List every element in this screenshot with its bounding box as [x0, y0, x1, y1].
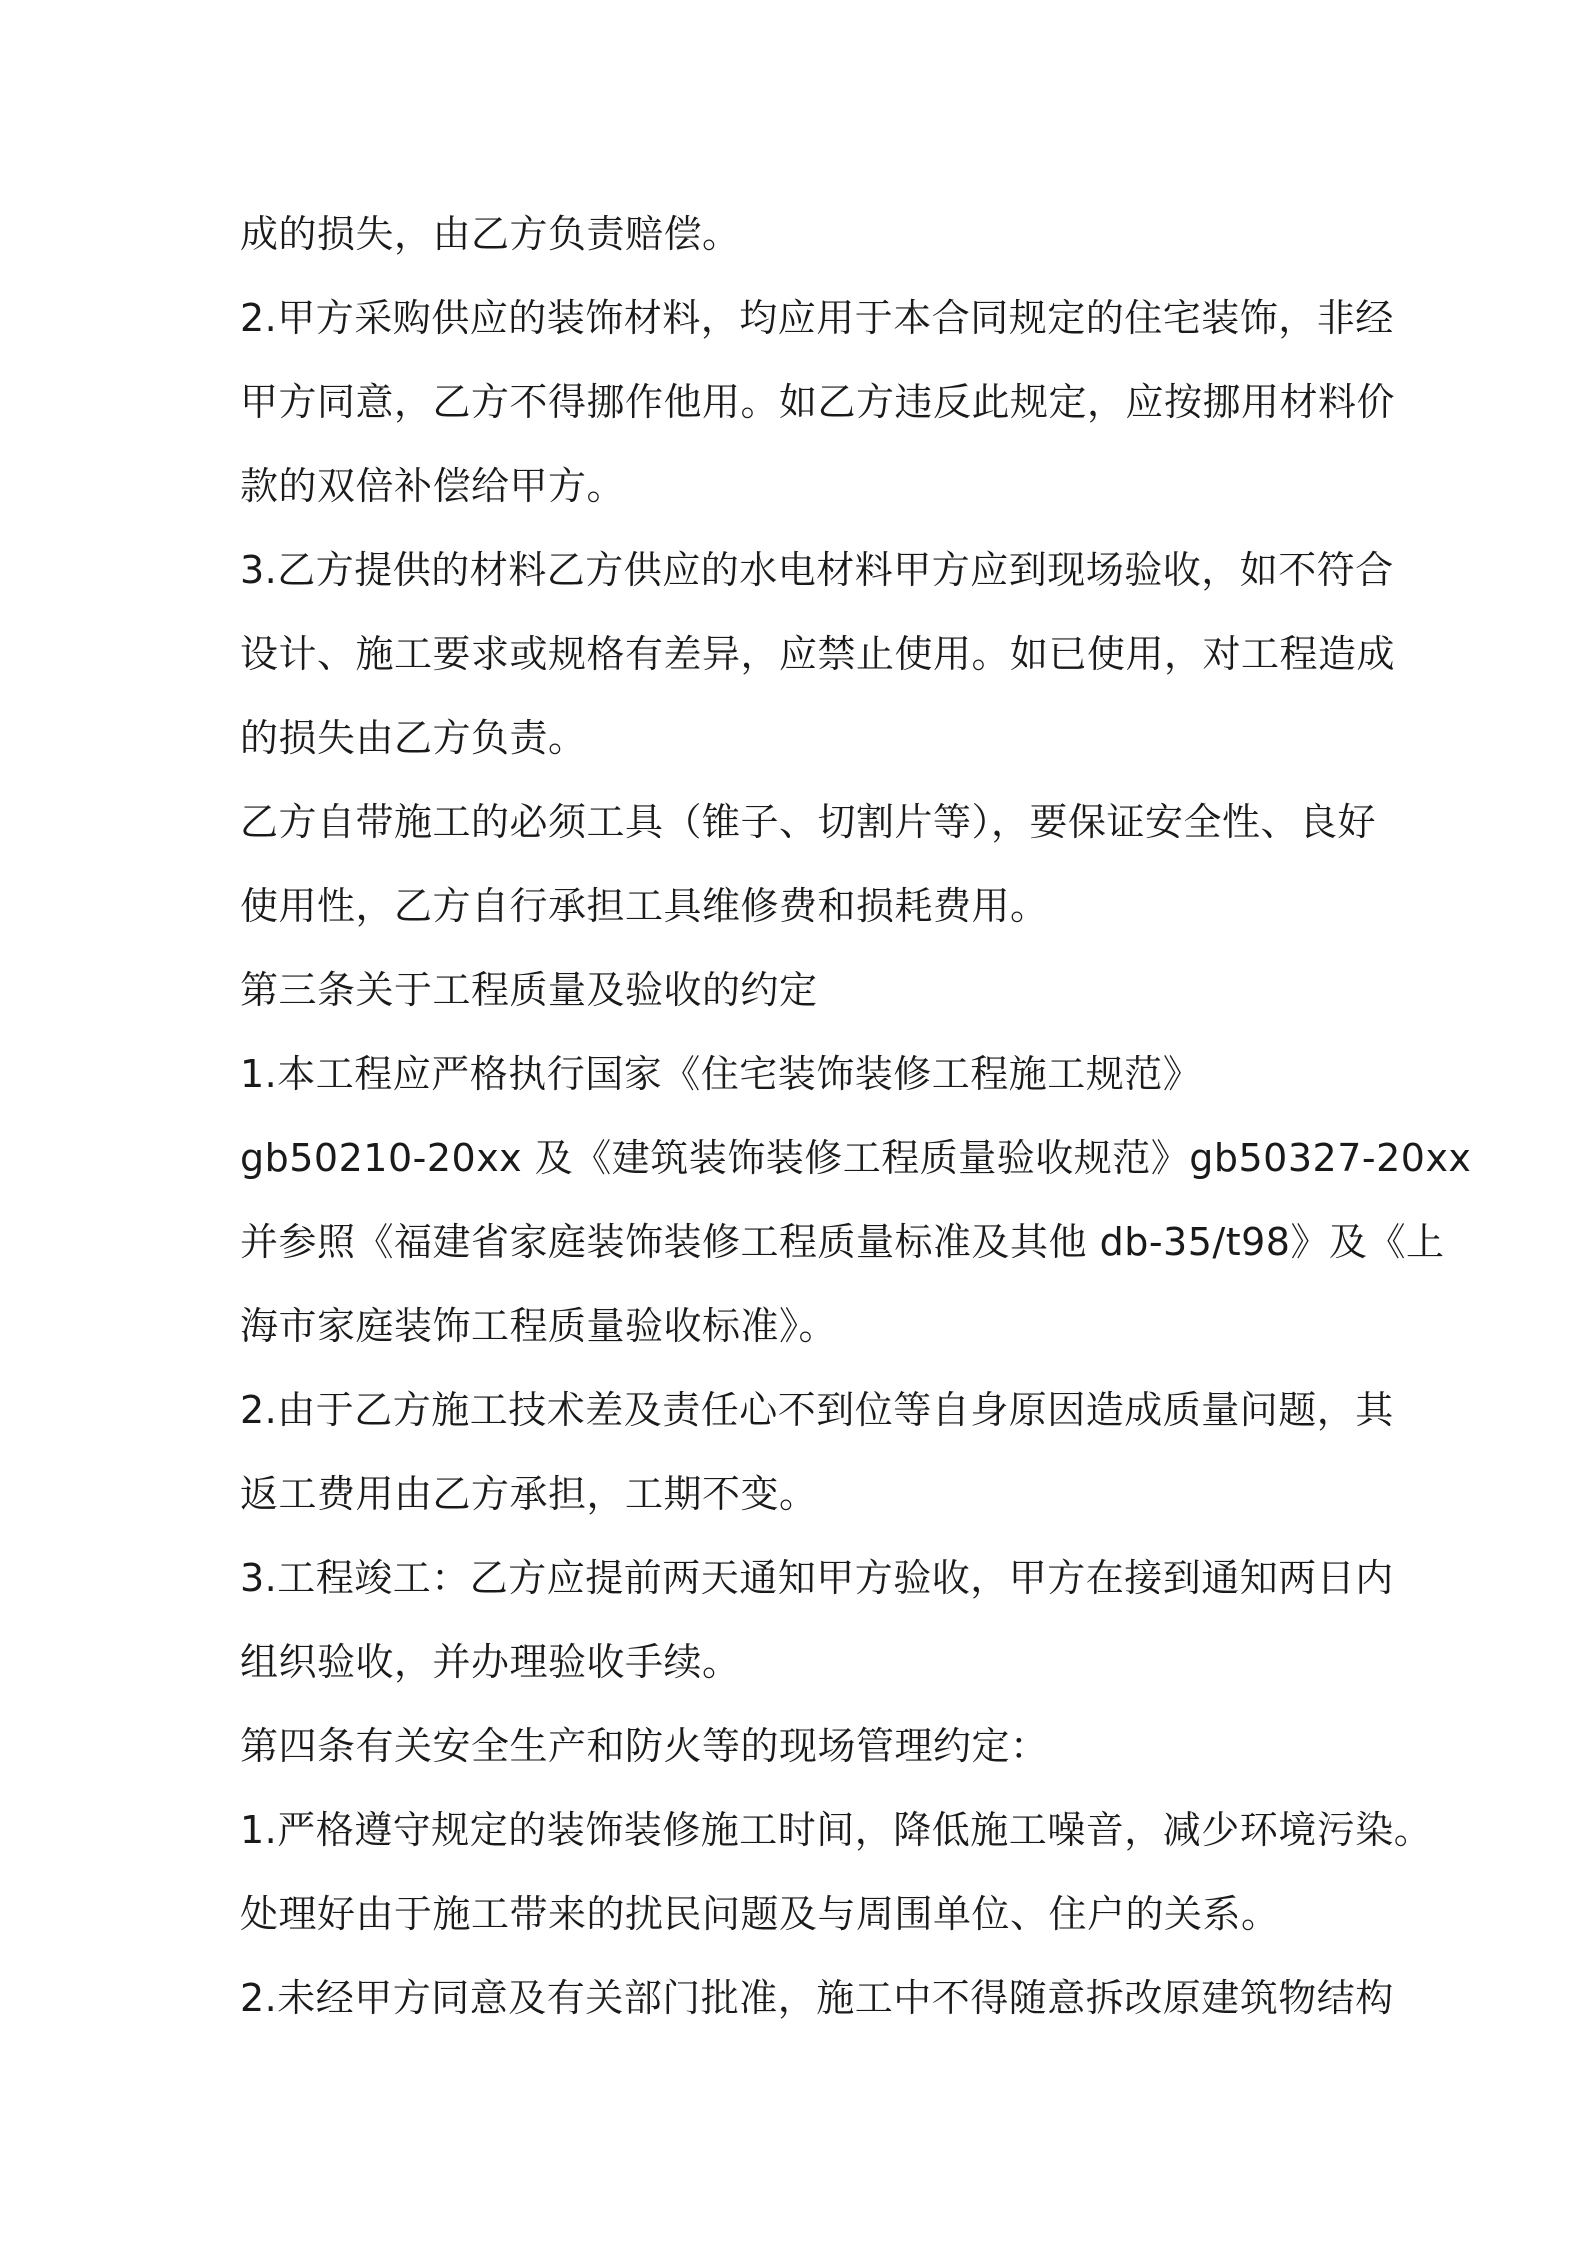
text-line: 海市家庭装饰工程质量验收标准》。 [240, 1304, 838, 1348]
text-line: 使用性，乙方自行承担工具维修费和损耗费用。 [240, 884, 1049, 928]
text-line: 2.未经甲方同意及有关部门批准，施工中不得随意拆改原建筑物结构 [240, 1976, 1394, 2020]
contract-text-body [240, 192, 1472, 2040]
section-heading: 第三条关于工程质量及验收的约定 [240, 968, 818, 1012]
text-line: 返工费用由乙方承担，工期不变。 [240, 1472, 818, 1516]
text-line: 设计、施工要求或规格有差异，应禁止使用。如已使用，对工程造成 [240, 632, 1396, 676]
text-line: 甲方同意，乙方不得挪作他用。如乙方违反此规定，应按挪用材料价 [240, 380, 1396, 424]
text-line: gb50210-20xx 及《建筑装饰装修工程质量验收规范》gb50327-20xx [240, 1136, 1472, 1180]
text-line: 乙方自带施工的必须工具（锥子、切割片等），要保证安全性、良好 [240, 800, 1377, 844]
text-line: 的损失由乙方负责。 [240, 716, 587, 760]
text-line: 1.本工程应严格执行国家《住宅装饰装修工程施工规范》 [240, 1052, 1202, 1096]
text-line: 款的双倍补偿给甲方。 [240, 464, 626, 508]
text-line: 3.工程竣工：乙方应提前两天通知甲方验收，甲方在接到通知两日内 [240, 1556, 1394, 1600]
text-line: 1.严格遵守规定的装饰装修施工时间，降低施工噪音，减少环境污染。 [240, 1808, 1433, 1852]
text-line: 2.由于乙方施工技术差及责任心不到位等自身原因造成质量问题，其 [240, 1388, 1394, 1432]
text-line: 并参照《福建省家庭装饰装修工程质量标准及其他 db-35/t98》及《上 [240, 1220, 1445, 1264]
text-line: 处理好由于施工带来的扰民问题及与周围单位、住户的关系。 [240, 1892, 1280, 1936]
section-heading: 第四条有关安全生产和防火等的现场管理约定： [240, 1724, 1049, 1768]
text-line: 2.甲方采购供应的装饰材料，均应用于本合同规定的住宅装饰，非经 [240, 296, 1394, 340]
text-line: 3.乙方提供的材料乙方供应的水电材料甲方应到现场验收，如不符合 [240, 548, 1394, 592]
text-line: 组织验收，并办理验收手续。 [240, 1640, 741, 1684]
text-line: 成的损失，由乙方负责赔偿。 [240, 212, 741, 256]
